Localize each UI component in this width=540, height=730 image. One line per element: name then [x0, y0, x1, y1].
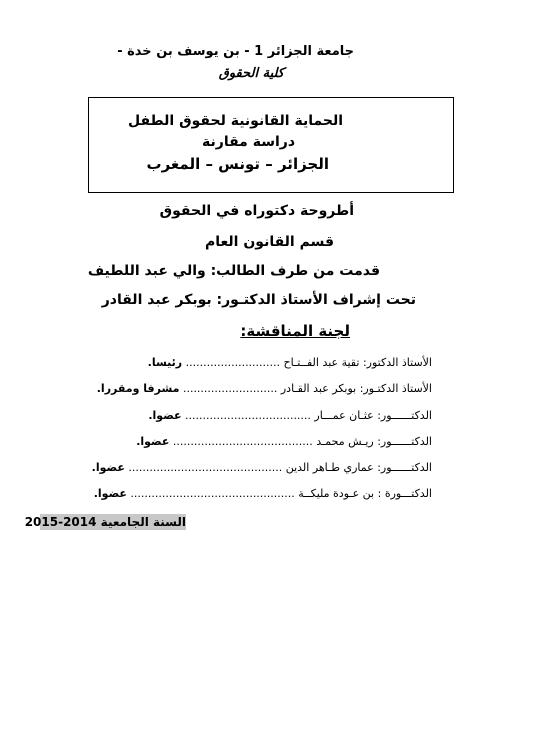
member-role: الأستاذ الدكتور: [362, 356, 432, 369]
faculty-name: كلية الحقوق [218, 66, 284, 81]
member-status: مشرفا ومقررا. [96, 382, 180, 395]
member-status: عضوا. [148, 409, 182, 422]
student-line: قدمت من طرف الطالب: والي عبد اللطيف [87, 263, 380, 279]
academic-year: السنة الجامعية 2014-2015 [24, 515, 186, 529]
thesis-countries: الجزائر – تونس – المغرب [146, 155, 329, 173]
member-dots: ............................................ [124, 461, 286, 474]
thesis-subtitle: دراسة مقارنة [202, 134, 295, 150]
thesis-type: أطروحة دكتوراه في الحقوق [159, 203, 354, 219]
member-name: ريـش محمـد [316, 435, 374, 448]
thesis-title-box [88, 97, 454, 193]
member-role: الدكتـــورة : [377, 487, 432, 500]
department: قسم القانون العام [205, 234, 334, 250]
supervisor-line: تحت إشراف الأستاذ الدكتـور: بوبكر عبد القادر [101, 292, 416, 308]
committee-member [92, 461, 432, 474]
committee-member [136, 435, 432, 448]
member-role: الدكتــــــور: [377, 461, 432, 474]
member-name: تقية عبد الفــتـاح [283, 356, 360, 369]
member-dots: ........................................ [169, 435, 317, 448]
member-role: الأستاذ الدكتـور: [359, 382, 432, 395]
committee-member [97, 382, 432, 395]
university-name: جامعة الجزائر 1 - بن يوسف بن خدة - [117, 44, 354, 59]
thesis-title: الحماية القانونية لحقوق الطفل [127, 113, 343, 129]
committee-heading: لجنة المناقشة: [240, 322, 350, 340]
member-status: عضوا. [93, 487, 127, 500]
member-name: عماري طـاهر الدين [285, 461, 374, 474]
member-dots: ............................................... [126, 487, 299, 500]
member-name: بوبكر عبد القـادر [280, 382, 357, 395]
member-dots: .................................... [181, 409, 315, 422]
member-role: الدكتــــــور: [377, 435, 432, 448]
committee-member [148, 356, 432, 369]
committee-member [148, 409, 432, 422]
member-status: عضوا. [91, 461, 125, 474]
member-status: عضوا. [136, 435, 170, 448]
member-role: الدكتــــــور: [377, 409, 432, 422]
member-name: بن عـودة مليكــة [298, 487, 375, 500]
member-dots: ........................... [182, 356, 284, 369]
committee-member [94, 487, 432, 500]
member-name: عثـان عمـــار [314, 409, 374, 422]
member-dots: ........................... [179, 382, 281, 395]
member-status: رئيسا. [147, 356, 183, 369]
